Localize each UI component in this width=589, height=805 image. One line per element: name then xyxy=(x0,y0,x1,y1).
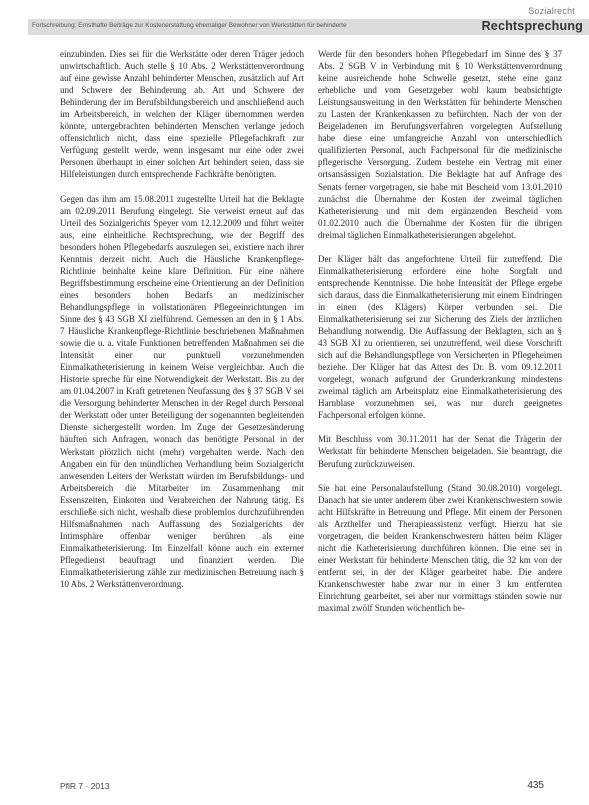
rubric-title: Rechtsprechung xyxy=(481,19,583,33)
journal-issue: PflR 7 · 2013 xyxy=(60,781,110,791)
body-paragraph: Der Kläger hält das angefochtene Urteil für zutreffend. Die Einmalkatheterisierung erfordere eine hohe Sorgfalt und entsprechende Kenntnisse. Die hohe Intensität der Pflege ergebe sich daraus, dass die Einmalkatheterisierung mit einem Eindringen in einen (des Klägers) Körper verbunden sei. Die Einmalkatheterisierung sei zur Sicherung des Ziels der ärztlichen Behandlung notwendig. Die Auffassung der Beklagten, sich an § 43 SGB XI zu orientieren, sei unzutreffend, weil diese Vorschrift sich auf die Behandlungspflege von Versicherten in Pflegeheimen beziehe. Der Kläger hat das Attest des Dr. B. vom 09.12.2011 vorgelegt, wonach aufgrund der Grunderkrankung mindestens zweimal täglich am Arbeitsplatz eine Einmalkatheterisierung des Harnblase vorzunehmen sei, was nur durch geeignetes Fachpersonal erfolgen könne. xyxy=(318,253,562,421)
running-header xyxy=(28,19,589,35)
body-paragraph: Werde für den besonders hohen Pflegebedarf im Sinne des § 37 Abs. 2 SGB V in Verbindung mit § 10 Werkstättenverordnung keine ausreichende hohe Schwelle gesetzt, stehe eine ganz erhebliche und vom Gesetzgeber wohl kaum beabsichtigte Leistungsausweitung in den Werkstätten für behinderte Menschen zu Lasten der Krankenkassen zu befürchten. Nach der von der Beigeladenen im Berufungsverfahren vorgelegten Aufstellung habe diese eine umfangreiche Anzahl von unterschiedlich qualifizierten Personal, auch Fachpersonal für die medizinische pflegerische Versorgung. Zudem bestehe ein Vertrag mit einer ortsansässigen Sozialstation. Die Beklagte hat auf Anfrage des Senats ferner vorgetragen, sie habe mit Bescheid vom 13.01.2010 zunächst die Übernahme der Kosten der zweimal täglichen Katheterisierung und mit dem ergänzenden Bescheid vom 01.02.2010 auch die Übernahme der Kosten für die übrigen dreimal täglichen Einmalkatheterisierungen abgelehnt. xyxy=(318,49,562,240)
body-paragraph: Gegen das ihm am 15.08.2011 zugestellte Urteil hat die Beklagte am 02.09.2011 Berufung eingelegt. Sie verweist erneut auf das Urteil des Sozialgerichts Speyer vom 12.12.2009 und führt weiter aus, eine einheitliche Rechtsprechung, wie der Begriff des besonders hohen Pflegebedarfs auszulegen sei, existiere nach ihrer Kenntnis derzeit nicht. Auch die Häusliche Krankenpflege-Richtlinie beinhalte keine klare Definition. Für eine nähere Begriffsbestimmung erscheine eine Orientierung an der Definition eines besonders hohen Bedarfs an medizinischer Behandlungspflege in vollstationären Pflegeeinrichtungen im Sinne des § 43 SGB XI zielführend. Gemessen an den in § 1 Abs. 7 Häusliche Krankenpflege-Richtlinie beschriebenen Maßnahmen sowie die u. a. vitale Funktionen betreffenden Maßnahmen sei die Intensität einer nur punktuell vorzunehmenden Einmalkatheterisierung in keinem Weise vergleichbar. Auch die Historie spreche für eine Notwendigkeit der Werkstatt. Bis zu der am 01.04.2007 in Kraft getretenen Neufassung des § 37 SGB V sei die Versorgung behinderter Menschen in der Regel durch Personal der Werkstatt oder unter Beteiligung der sogenannten begleitenden Dienste sichergestellt worden. Im Zuge der Gesetzesänderung häuften sich Anfragen, wonach das benötigte Personal in der Werkstatt plötzlich nicht (mehr) vorgehalten werde. Nach den Angaben ein für den mündlichen Verhandlung beim Sozialgericht anwesenden Leiters der Werkstatt würden im Berufsbildungs- und Arbeitsbereich die Mitarbeiter im Zusammenhang mit Essenszeiten, Einkoten und Verabreichen der Nahrung tätig. Es erschließe sich nicht, weshalb diese problemlos durchzuführenden Hilfsmaßnahmen nach Auffassung des Sozialgerichts der Intimsphäre offenbar weniger berühren als eine Einmalkatheterisierung. Im Einzelfall könne auch ein externer Pflegedienst beauftragt und finanziert werden. Die Einmalkatheterisierung zähle zur medizinischen Betreuung nach § 10 Abs. 2 Werkstättenverordnung. xyxy=(60,193,304,590)
body-paragraph: einzubinden. Dies sei für die Werkstätte oder deren Träger jedoch unwirtschaftlich. Auch stelle § 10 Abs. 2 Werkstättenverordnung auf eine gewisse Anzahl behinderter Menschen, zusätzlich auf Art und Schwere der Behinderung ab. Art und Schwere der Behinderung der im Berufsbildungsbereich und anschließend auch im Arbeitsbereich, in welchen der Kläger übernommen werden könnte, untergebrachten behinderten Menschen verlange jedoch offensichtlich nicht, dass eine spezielle Pflegefachkraft zur Verfügung gestellt werde, wenn insgesamt nur eine oder zwei Personen überhaupt in einer solchen Art behindert seien, dass sie Hilfeleistungen durch entsprechende Fachkräfte benötigten. xyxy=(60,49,304,180)
running-title: Fortschreibung: Ernsthafte Beiträge zur Kostenerstattung ehemaliger Bewohner von Werkstätten für behinderte xyxy=(32,22,347,29)
body-paragraph: Mit Beschluss vom 30.11.2011 hat der Senat die Trägerin der Werkstatt für behinderte Menschen beigeladen. Sie beantragt, die Berufung zurückzuweisen. xyxy=(318,434,562,469)
page-number: 435 xyxy=(527,780,544,791)
left-column xyxy=(60,48,304,590)
section-label: Sozialrecht xyxy=(528,6,575,16)
right-column xyxy=(318,48,562,614)
body-paragraph: Sie hat eine Personalaufstellung (Stand 30.08.2010) vorgelegt. Danach hat sie unter anderem über zwei Krankenschwestern sowie acht Hilfskräfte in Betreuung und Pflege. Mit einem der Personen als Arzthelfer und Therapieassistenz verfügt. Hierzu hat sie vorgetragen, die beiden Krankenschwestern hätten beim Kläger nicht die Katheterisierung durchführen können. Die eine sei in einer Werkstatt für behinderte Menschen tätig, die 32 km von der entfernt sei, in der der Kläger gearbeitet habe. Die andere Krankenschwester habe zwar nur in einer 3 km entfernten Einrichtung gearbeitet, sei aber nur vormittags ständen sowie nur maximal zwölf Stunden wöchentlich be- xyxy=(318,482,562,614)
